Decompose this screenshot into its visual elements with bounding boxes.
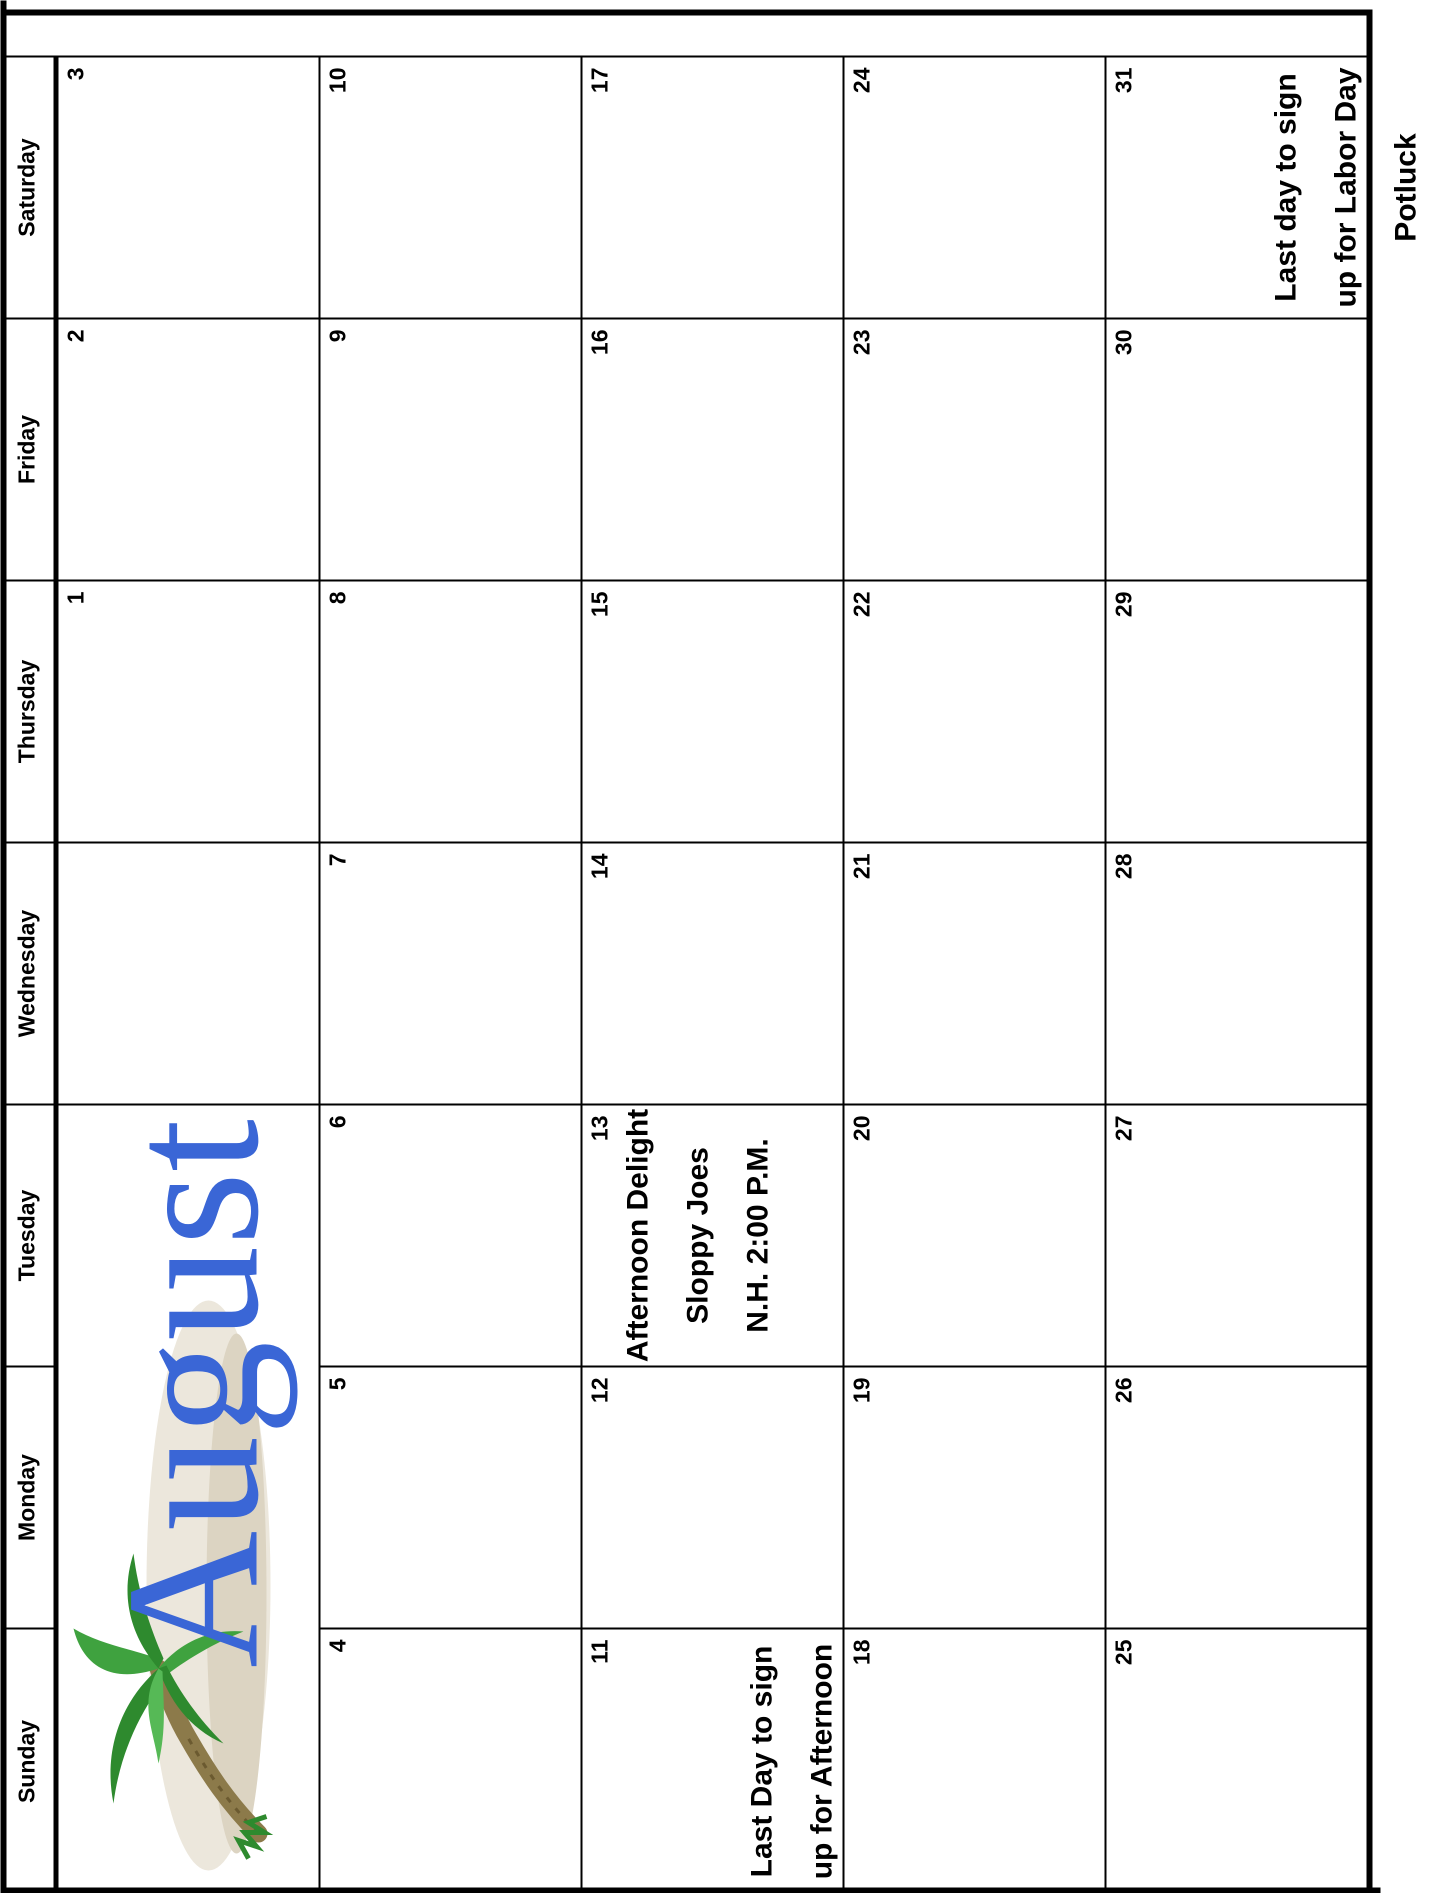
day-number: 24 [848, 67, 874, 93]
day-cell [58, 579, 320, 841]
event-line: Afternoon Delight [621, 1108, 654, 1362]
day-number: 23 [848, 329, 874, 355]
event-line: Last day to sign [1269, 72, 1302, 302]
day-cell [320, 1365, 582, 1627]
day-cell [1106, 579, 1368, 841]
weekday-header-sunday: Sunday [0, 1627, 58, 1893]
day-cell [582, 1627, 844, 1893]
day-cell [582, 579, 844, 841]
weekday-header-monday: Monday [0, 1365, 58, 1627]
day-number: 29 [1110, 591, 1136, 617]
day-number: 6 [324, 1115, 350, 1128]
day-number: 22 [848, 591, 874, 617]
calendar-event-afternoon-delight [608, 1105, 788, 1365]
event-line: Potluck [1389, 132, 1422, 242]
day-cell [58, 317, 320, 579]
day-number: 26 [1110, 1377, 1136, 1403]
day-number: 10 [324, 67, 350, 93]
day-number: 14 [586, 853, 612, 879]
day-cell [582, 1103, 844, 1365]
day-cell [844, 841, 1106, 1103]
day-cell [320, 1627, 582, 1893]
day-number: 18 [848, 1639, 874, 1665]
day-number: 25 [1110, 1639, 1136, 1665]
day-number: 13 [586, 1115, 612, 1141]
day-number: 7 [324, 853, 350, 866]
weekday-header-wednesday: Wednesday [0, 841, 58, 1103]
event-line: Last Day to sign [745, 1645, 778, 1877]
day-cell [844, 317, 1106, 579]
month-title-illustration [58, 1107, 320, 1893]
day-number: 1 [62, 591, 88, 604]
side-margin [320, 0, 582, 55]
day-cell [844, 1103, 1106, 1365]
day-cell [582, 317, 844, 579]
day-number: 5 [324, 1377, 350, 1390]
day-number: 17 [586, 67, 612, 93]
day-number: 12 [586, 1377, 612, 1403]
weekday-header-tuesday: Tuesday [0, 1103, 58, 1365]
day-number: 30 [1110, 329, 1136, 355]
day-cell [320, 55, 582, 317]
day-number: 27 [1110, 1115, 1136, 1141]
day-number: 2 [62, 329, 88, 342]
day-number: 9 [324, 329, 350, 342]
weekday-header-friday: Friday [0, 317, 58, 579]
weekday-header-saturday: Saturday [0, 55, 58, 317]
day-cell [1106, 1103, 1368, 1365]
month-title-text: August [88, 1118, 298, 1668]
day-cell [844, 1627, 1106, 1893]
day-cell [844, 55, 1106, 317]
day-cell [1106, 317, 1368, 579]
day-cell [582, 841, 844, 1103]
day-cell-wednesday-empty [58, 841, 320, 1103]
day-number: 28 [1110, 853, 1136, 879]
event-line: up for Afternoon [805, 1643, 838, 1879]
day-cell [582, 55, 844, 317]
day-cell [844, 579, 1106, 841]
day-cell [320, 1103, 582, 1365]
event-line: Sloppy Joes [681, 1146, 714, 1324]
day-cell [844, 1365, 1106, 1627]
day-number: 11 [586, 1639, 612, 1664]
day-cell [1106, 841, 1368, 1103]
day-number: 8 [324, 591, 350, 604]
day-cell [1106, 55, 1422, 317]
calendar-frame-edge [0, 9, 1372, 15]
weekday-header-thursday: Thursday [0, 579, 58, 841]
calendar-event-labor-day-signup [1256, 57, 1436, 317]
side-margin [1106, 0, 1368, 55]
day-number: 21 [848, 853, 874, 879]
day-cell [320, 317, 582, 579]
day-number: 4 [324, 1639, 350, 1652]
day-number: 15 [586, 591, 612, 617]
day-number: 3 [62, 67, 88, 80]
calendar-frame-edge [1366, 13, 1372, 1893]
event-line: up for Labor Day [1329, 67, 1362, 308]
side-margin [844, 0, 1106, 55]
day-number: 19 [848, 1377, 874, 1403]
day-number: 31 [1110, 67, 1136, 93]
day-number: 20 [848, 1115, 874, 1141]
day-cell [1106, 1365, 1368, 1627]
day-cell [582, 1365, 844, 1627]
day-number: 16 [586, 329, 612, 355]
day-cell [1106, 1627, 1368, 1893]
day-cell [320, 579, 582, 841]
side-margin [58, 0, 320, 55]
month-title-art [58, 1103, 320, 1893]
day-cell [58, 55, 320, 317]
side-margin [0, 0, 58, 55]
event-line: N.H. 2:00 P.M. [741, 1137, 774, 1333]
side-margin [582, 0, 844, 55]
day-cell [320, 841, 582, 1103]
